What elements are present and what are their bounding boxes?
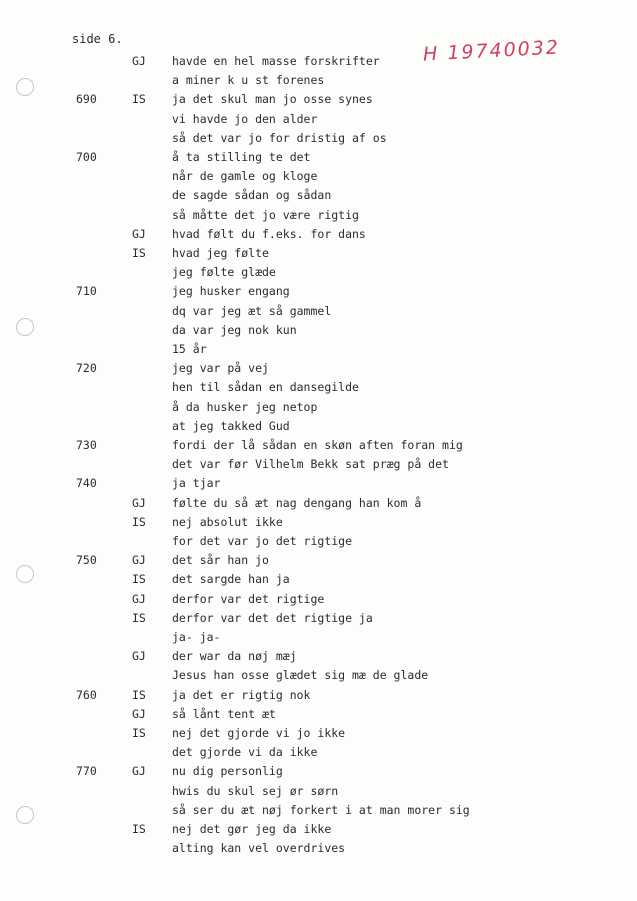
- line-text: så måtte det jo være rigtig: [172, 207, 359, 222]
- transcript-line: [0, 801, 637, 820]
- line-text: ja- ja-: [172, 630, 221, 644]
- line-text: a miner k u st forenes: [172, 73, 325, 88]
- line-number: 740: [76, 476, 97, 491]
- line-text: jeg husker engang: [172, 284, 290, 299]
- line-text: nu dig personlig: [172, 764, 283, 779]
- line-text: alting kan vel overdrives: [172, 841, 346, 856]
- line-text: det gjorde vi da ikke: [172, 745, 318, 760]
- transcript-line: [0, 398, 637, 417]
- transcript-line: [0, 167, 637, 186]
- speaker-label: GJ: [132, 495, 146, 510]
- speaker-label: IS: [132, 514, 146, 529]
- line-text: der war da nøj mæj: [172, 649, 297, 664]
- line-text: ja det skul man jo osse synes: [172, 92, 373, 107]
- transcript-line: [0, 244, 637, 263]
- transcript-line: [0, 782, 637, 801]
- line-text: nej det gjorde vi jo ikke: [172, 726, 346, 740]
- line-text: nej absolut ikke: [172, 514, 283, 529]
- transcript-line: [0, 71, 637, 90]
- line-text: for det var jo det rigtige: [172, 534, 353, 548]
- transcript-line: [0, 743, 637, 762]
- speaker-label: GJ: [132, 591, 146, 606]
- line-text: det sår han jo: [172, 553, 269, 568]
- line-text: derfor var det rigtige: [172, 591, 325, 606]
- line-number: 730: [76, 438, 97, 452]
- transcript-line: [0, 52, 637, 71]
- speaker-label: IS: [132, 610, 146, 625]
- speaker-label: GJ: [132, 54, 146, 68]
- speaker-label: IS: [132, 246, 146, 260]
- transcript-line: [0, 359, 637, 378]
- transcript-line: [0, 206, 637, 225]
- transcript-line: [0, 686, 637, 705]
- line-text: da var jeg nok kun: [172, 322, 297, 337]
- line-text: fordi der lå sådan en skøn aften foran mig: [172, 438, 463, 452]
- line-text: ja tjar: [172, 476, 221, 491]
- line-text: å ta stilling te det: [172, 150, 311, 164]
- line-number: 770: [76, 764, 97, 779]
- line-text: når de gamle og kloge: [172, 169, 318, 184]
- transcript-line: [0, 705, 637, 724]
- line-text: det sargde han ja: [172, 572, 290, 587]
- speaker-label: IS: [132, 726, 146, 740]
- line-text: de sagde sådan og sådan: [172, 188, 332, 203]
- line-text: å da husker jeg netop: [172, 399, 318, 414]
- transcript-line: [0, 666, 637, 685]
- speaker-label: GJ: [132, 226, 146, 241]
- transcript-line: [0, 570, 637, 589]
- line-text: havde en hel masse forskrifter: [172, 54, 380, 68]
- page-label: side 6.: [72, 32, 123, 46]
- line-text: at jeg takked Gud: [172, 418, 290, 433]
- transcript-line: [0, 263, 637, 282]
- archive-number: H 19740032: [422, 36, 561, 66]
- line-text: følte du så æt nag dengang han kom å: [172, 495, 422, 510]
- transcript-line: [0, 417, 637, 436]
- transcript-line: [0, 378, 637, 397]
- speaker-label: IS: [132, 822, 146, 836]
- transcript-line: [0, 110, 637, 129]
- transcript-line: [0, 129, 637, 148]
- line-text: hen til sådan en dansegilde: [172, 380, 359, 395]
- transcript-line: [0, 513, 637, 532]
- transcript-line: [0, 474, 637, 493]
- speaker-label: GJ: [132, 706, 146, 721]
- transcript-line: [0, 820, 637, 839]
- line-number: 760: [76, 687, 97, 702]
- transcript-line: [0, 724, 637, 743]
- transcript-line: [0, 609, 637, 628]
- line-text: derfor var det det rigtige ja: [172, 610, 373, 625]
- speaker-label: IS: [132, 572, 146, 587]
- line-number: 710: [76, 284, 97, 299]
- transcript-line: [0, 628, 637, 647]
- line-text: hwis du skul sej ør sørn: [172, 783, 339, 798]
- transcript-line: [0, 321, 637, 340]
- speaker-label: GJ: [132, 649, 146, 664]
- line-text: så det var jo for dristig af os: [172, 130, 387, 145]
- transcript-line: [0, 302, 637, 321]
- transcript-line: [0, 90, 637, 109]
- line-text: hvad følt du f.eks. for dans: [172, 226, 366, 241]
- transcript-line: [0, 340, 637, 359]
- line-text: jeg følte glæde: [172, 265, 276, 280]
- transcript-line: [0, 494, 637, 513]
- line-number: 720: [76, 361, 97, 376]
- transcript-line: [0, 647, 637, 666]
- transcript-line: [0, 282, 637, 301]
- line-text: så ser du æt nøj forkert i at man morer sig: [172, 802, 470, 817]
- transcript-line: [0, 148, 637, 167]
- line-number: 690: [76, 92, 97, 107]
- line-text: vi havde jo den alder: [172, 111, 318, 126]
- transcript-line: [0, 839, 637, 858]
- transcript-line: [0, 436, 637, 455]
- line-text: 15 år: [172, 342, 207, 356]
- transcript-line: [0, 762, 637, 781]
- transcript-line: [0, 551, 637, 570]
- transcript-line: [0, 225, 637, 244]
- line-text: jeg var på vej: [172, 361, 269, 376]
- transcript-line: [0, 590, 637, 609]
- line-text: det var før Vilhelm Bekk sat præg på det: [172, 457, 449, 472]
- transcript-line: [0, 186, 637, 205]
- line-text: dq var jeg æt så gammel: [172, 303, 332, 318]
- line-text: så lånt tent æt: [172, 706, 276, 721]
- speaker-label: GJ: [132, 764, 146, 779]
- line-text: ja det er rigtig nok: [172, 687, 311, 702]
- line-number: 700: [76, 150, 97, 164]
- speaker-label: IS: [132, 687, 146, 702]
- line-text: Jesus han osse glædet sig mæ de glade: [172, 668, 429, 683]
- line-text: hvad jeg følte: [172, 246, 269, 260]
- line-text: nej det gør jeg da ikke: [172, 822, 332, 836]
- speaker-label: IS: [132, 92, 146, 107]
- transcript-line: [0, 455, 637, 474]
- speaker-label: GJ: [132, 553, 146, 568]
- transcript-line: [0, 532, 637, 551]
- line-number: 750: [76, 553, 97, 568]
